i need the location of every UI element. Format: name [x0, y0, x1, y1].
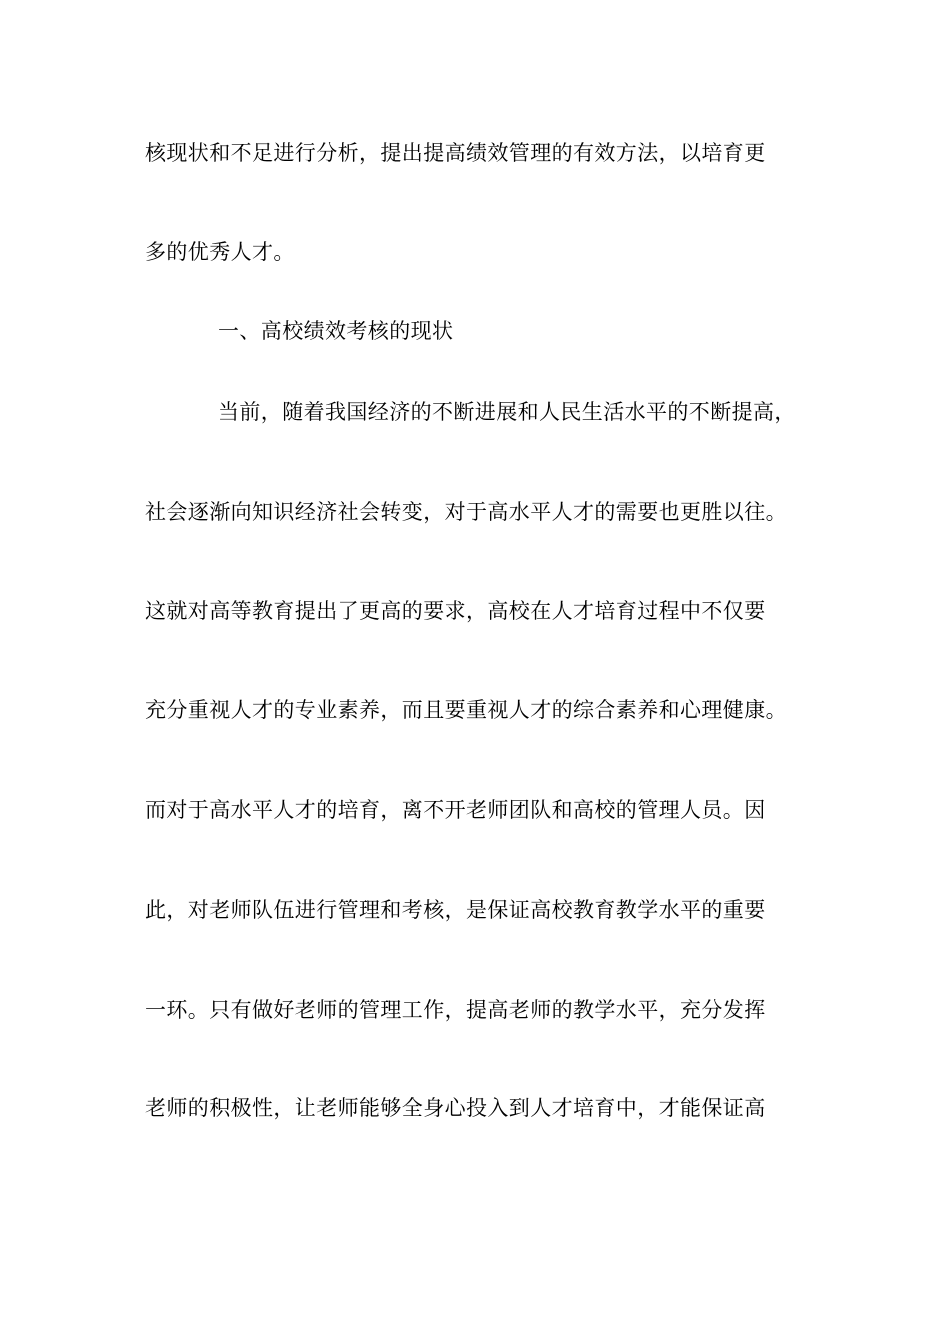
paragraph-line: 社会逐渐向知识经济社会转变，对于高水平人才的需要也更胜以往。	[145, 500, 787, 524]
paragraph-line: 一环。只有做好老师的管理工作，提高老师的教学水平，充分发挥	[145, 998, 766, 1022]
paragraph-line: 老师的积极性，让老师能够全身心投入到人才培育中，才能保证高	[145, 1096, 766, 1120]
paragraph-line: 此，对老师队伍进行管理和考核，是保证高校教育教学水平的重要	[145, 898, 766, 922]
paragraph-line: 而对于高水平人才的培育，离不开老师团队和高校的管理人员。因	[145, 798, 766, 822]
paragraph-line: 多的优秀人才。	[145, 240, 295, 264]
paragraph-line: 核现状和不足进行分析，提出提高绩效管理的有效方法，以培育更	[145, 141, 766, 165]
paragraph-line: 当前，随着我国经济的不断进展和人民生活水平的不断提高，	[218, 400, 796, 424]
paragraph-line: 这就对高等教育提出了更高的要求，高校在人才培育过程中不仅要	[145, 599, 766, 623]
paragraph-line: 充分重视人才的专业素养，而且要重视人才的综合素养和心理健康。	[145, 698, 787, 722]
section-heading: 一、高校绩效考核的现状	[218, 319, 454, 343]
